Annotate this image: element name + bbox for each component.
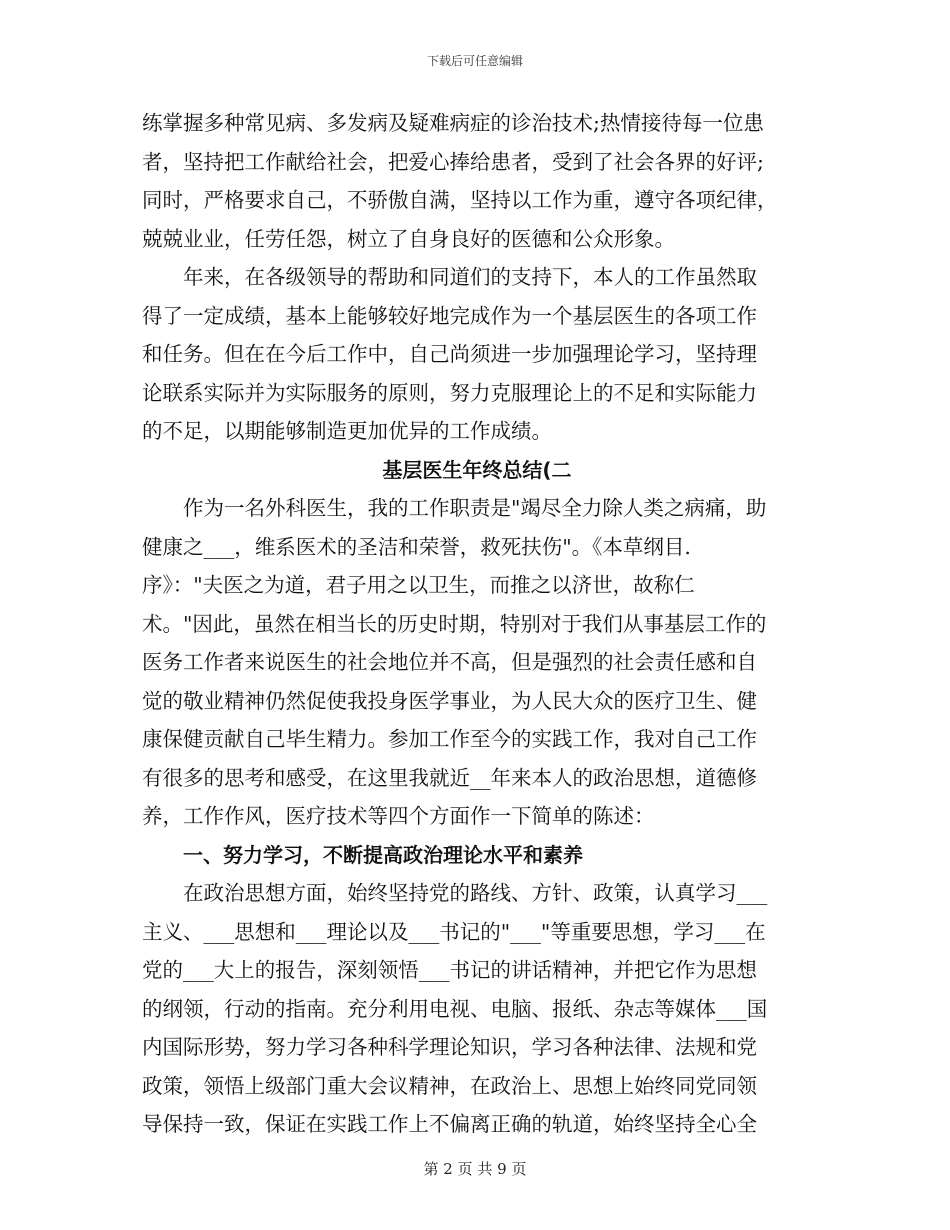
- paragraph-line: 医务工作者来说医生的社会地位并不高，但是强烈的社会责任感和自: [142, 650, 757, 674]
- paragraph-line: 康保健贡献自己毕生精力。参加工作至今的实践工作，我对自己工作: [142, 727, 757, 751]
- paragraph-line: 有很多的思考和感受，在这里我就近__年来本人的政治思想，道德修: [142, 765, 757, 790]
- paragraph-line: 练掌握多种常见病、多发病及疑难病症的诊治技术;热情接待每一位患: [142, 111, 764, 135]
- section-title: 基层医生年终总结(二: [382, 457, 572, 482]
- paragraph-line: 同时，严格要求自己，不骄傲自满，坚持以工作为重，遵守各项纪律，: [142, 188, 778, 212]
- paragraph-line: 觉的敬业精神仍然促使我投身医学事业，为人民大众的医疗卫生、健: [142, 688, 757, 713]
- paragraph-line: 内国际形势，努力学习各种科学理论知识，学习各种法律、法规和党: [142, 1035, 757, 1059]
- page-number: 第 2 页 共 9 页: [423, 1160, 527, 1178]
- paragraph-line: 养，工作作风，医疗技术等四个方面作一下简单的陈述：: [142, 804, 655, 828]
- subsection-heading: 一、努力学习，不断提高政治理论水平和素养: [183, 842, 583, 867]
- paragraph-line: 在政治思想方面，始终坚持党的路线、方针、政策，认真学习___: [183, 881, 768, 905]
- paragraph-line: 术。"因此，虽然在相当长的历史时期，特别对于我们从事基层工作的: [142, 611, 767, 636]
- page-header: 下载后可任意编辑: [426, 54, 523, 68]
- paragraph-line: 作为一名外科医生，我的工作职责是"竭尽全力除人类之病痛，助: [183, 496, 767, 520]
- paragraph-line: 者，坚持把工作献给社会，把爱心捧给患者，受到了社会各界的好评;: [142, 149, 764, 174]
- paragraph-line: 年来，在各级领导的帮助和同道们的支持下，本人的工作虽然取: [183, 265, 757, 289]
- paragraph-line: 的纲领，行动的指南。充分利用电视、电脑、报纸、杂志等媒体___国: [142, 996, 768, 1021]
- paragraph-line: 序》："夫医之为道，君子用之以卫生，而推之以济世，故称仁: [142, 573, 695, 597]
- paragraph-line: 论联系实际并为实际服务的原则，努力克服理论上的不足和实际能力: [142, 380, 757, 405]
- paragraph-line: 得了一定成绩，基本上能够较好地完成作为一个基层医生的各项工作: [142, 303, 757, 328]
- paragraph-line: 党的___大上的报告，深刻领悟___书记的讲话精神，并把它作为思想: [142, 958, 757, 982]
- paragraph-line: 兢兢业业，任劳任怨，树立了自身良好的医德和公众形象。: [142, 226, 675, 251]
- paragraph-line: 的不足，以期能够制造更加优异的工作成绩。: [142, 419, 552, 443]
- paragraph-line: 健康之___，维系医术的圣洁和荣誉，救死扶伤"。《本草纲目.: [142, 534, 691, 559]
- document-body: [142, 104, 812, 1144]
- paragraph-line: 导保持一致，保证在实践工作上不偏离正确的轨道，始终坚持全心全: [142, 1112, 757, 1136]
- paragraph-line: 主义、___思想和___理论以及___书记的"___"等重要思想，学习___在: [142, 919, 766, 944]
- paragraph-line: 和任务。但在在今后工作中，自己尚须进一步加强理论学习，坚持理: [142, 342, 757, 366]
- paragraph-line: 政策，领悟上级部门重大会议精神，在政治上、思想上始终同党同领: [142, 1073, 757, 1098]
